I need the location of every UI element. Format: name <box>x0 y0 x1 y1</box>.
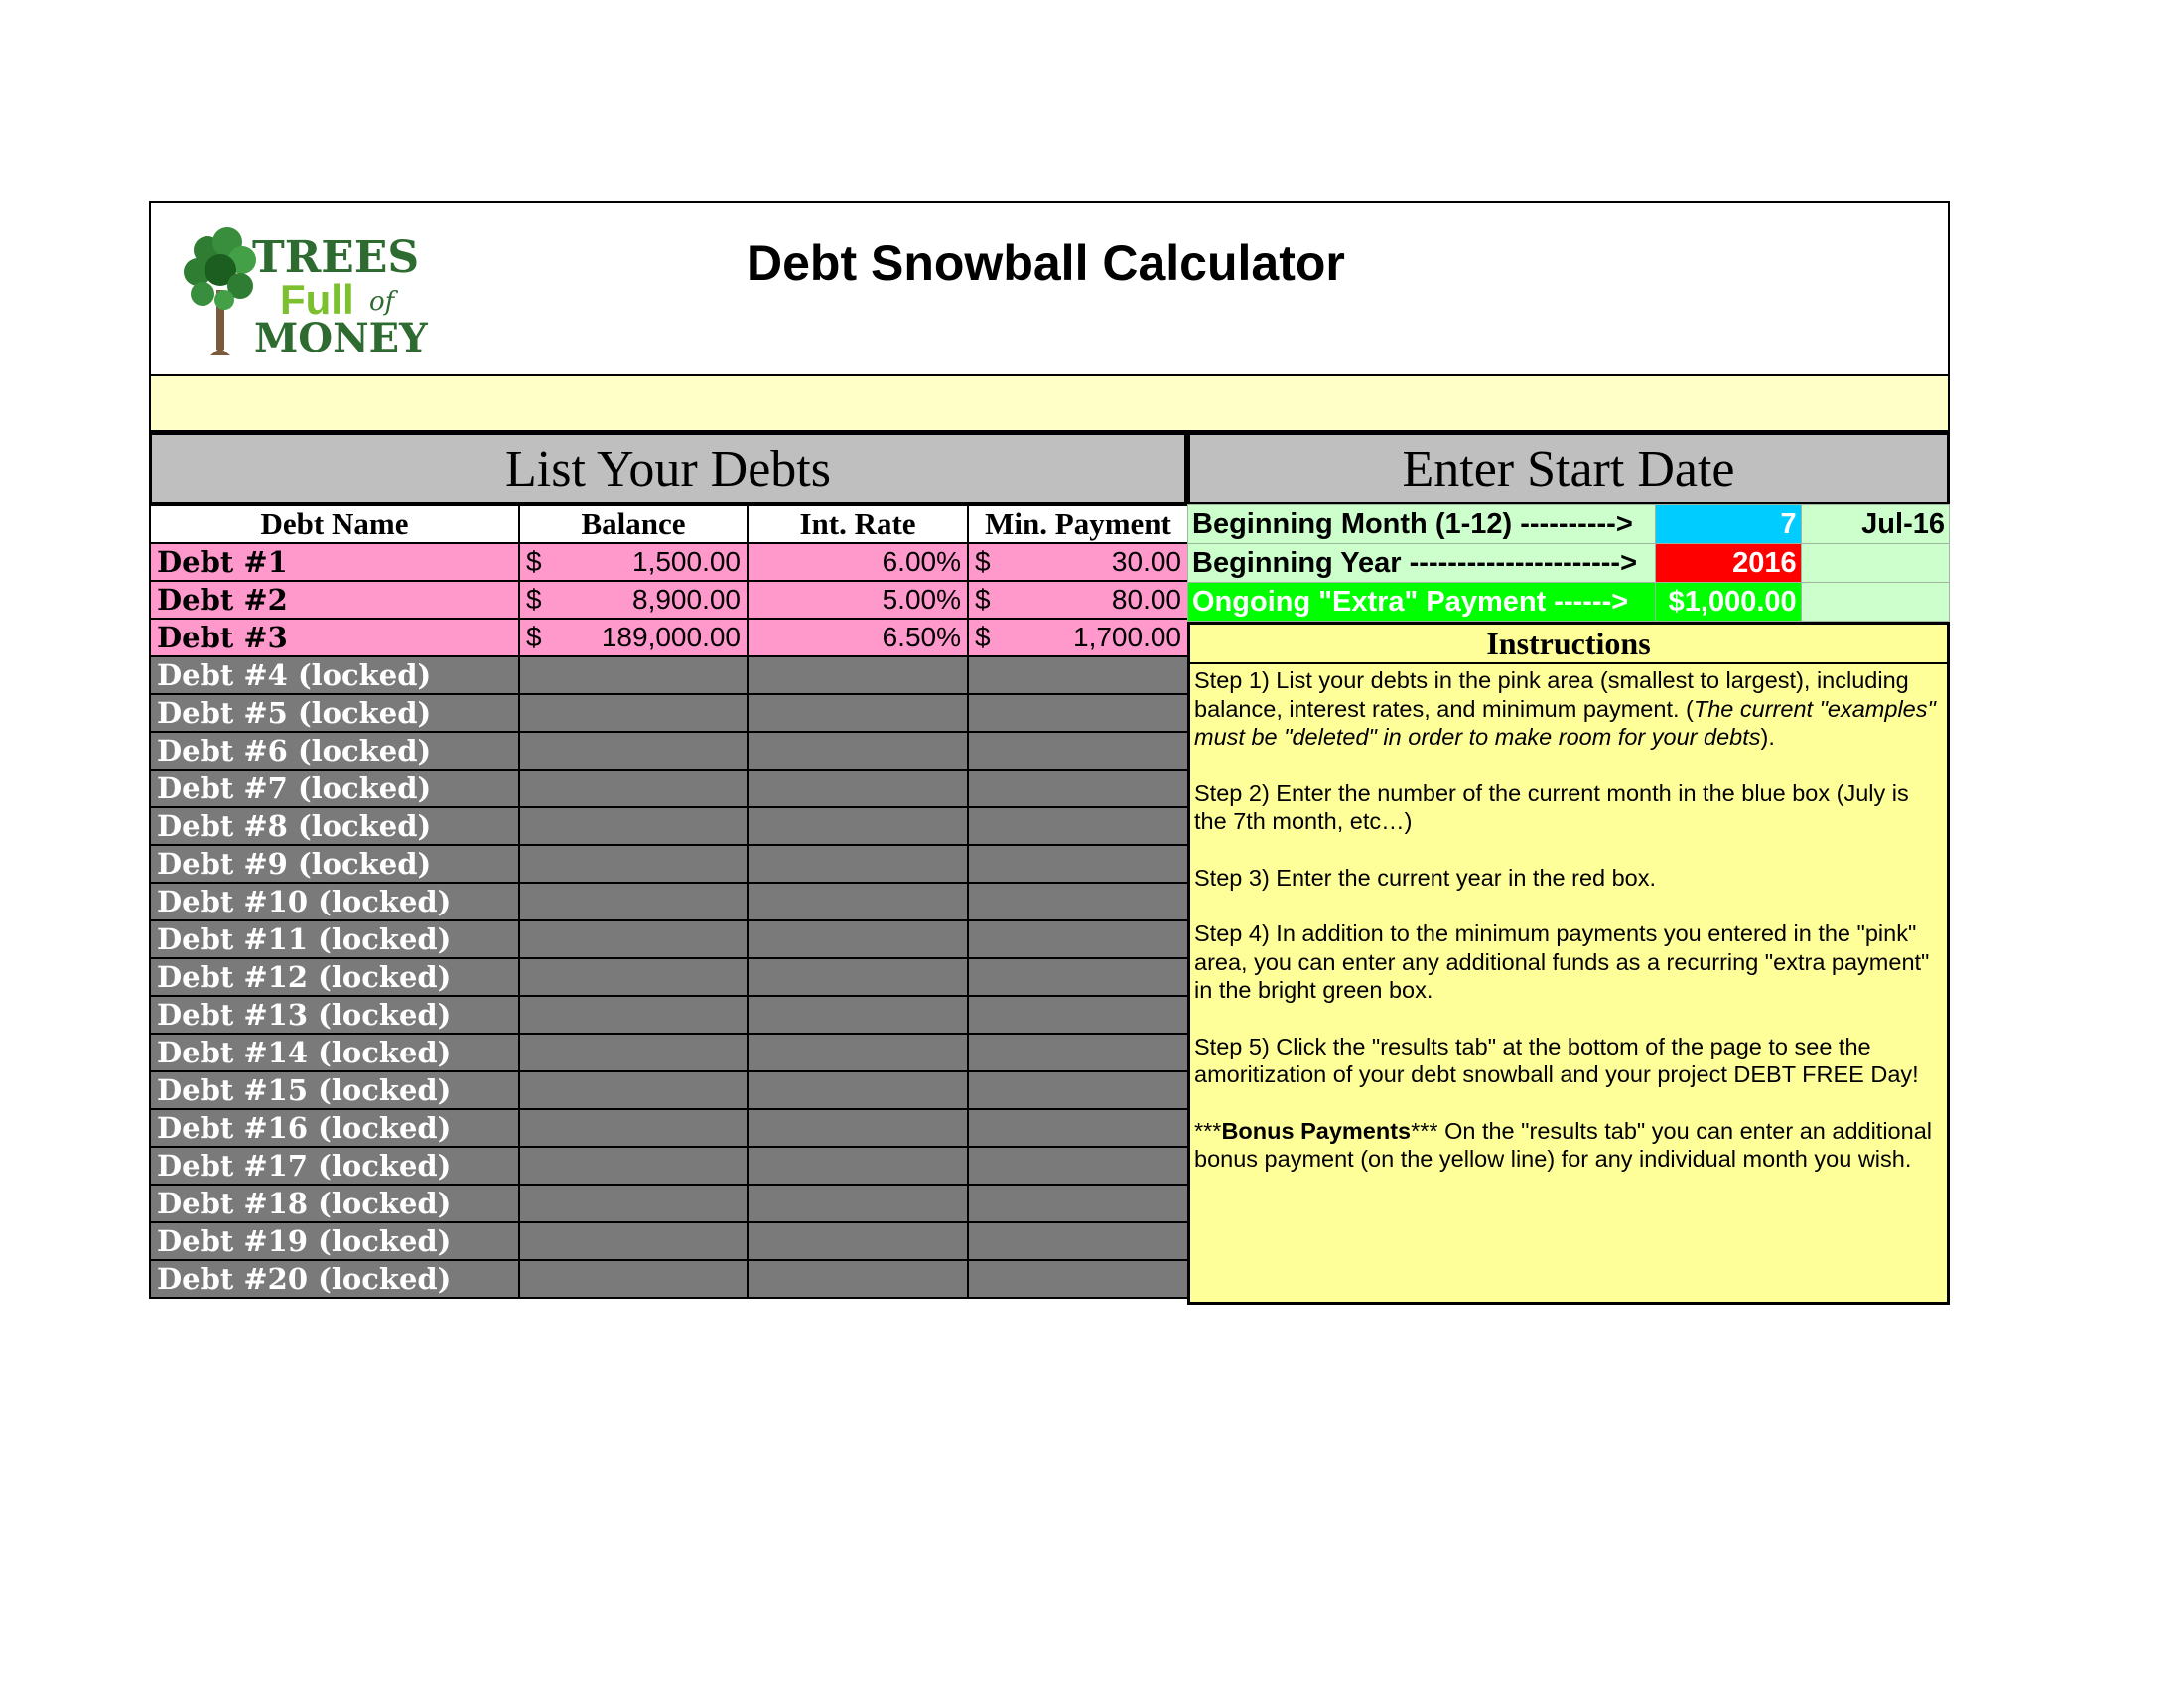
locked-cell <box>968 656 1188 694</box>
extra-payment-label: Ongoing "Extra" Payment ------> <box>1188 583 1656 622</box>
locked-debt-name: Debt #18 (locked) <box>150 1185 519 1222</box>
locked-cell <box>968 1109 1188 1147</box>
rate-cell[interactable]: 6.50% <box>748 619 968 656</box>
currency-symbol: $ <box>975 584 991 615</box>
locked-cell <box>748 656 968 694</box>
payment-cell[interactable] <box>968 619 1188 656</box>
debt-name-cell[interactable]: Debt #2 <box>150 581 519 619</box>
payment-cell[interactable] <box>968 581 1188 619</box>
payment-value: 80.00 <box>1111 584 1181 615</box>
locked-cell <box>519 1222 748 1260</box>
locked-row <box>150 807 1188 845</box>
locked-cell <box>748 996 968 1034</box>
locked-cell <box>748 958 968 996</box>
locked-cell <box>748 1147 968 1185</box>
balance-cell[interactable] <box>519 543 748 581</box>
bonus-prefix: *** <box>1194 1117 1222 1144</box>
locked-cell <box>968 732 1188 770</box>
locked-debt-name: Debt #7 (locked) <box>150 770 519 807</box>
rate-cell[interactable]: 6.00% <box>748 543 968 581</box>
locked-cell <box>968 770 1188 807</box>
locked-row <box>150 845 1188 883</box>
table-row <box>150 581 1188 619</box>
logo-line2a: Full <box>280 276 354 323</box>
locked-cell <box>968 1222 1188 1260</box>
locked-row <box>150 1147 1188 1185</box>
logo-line3: MONEY <box>254 315 428 359</box>
instruction-step-4: Step 4) In addition to the minimum payments you entered in the "pink" area, you can enter any additional funds as a recurring "extra payment" in the bright green box. <box>1194 920 1930 1003</box>
extra-row <box>1188 583 1950 622</box>
locked-cell <box>968 1185 1188 1222</box>
step1-end: ). <box>1760 724 1775 750</box>
month-label: Beginning Month (1-12) ----------> <box>1188 505 1656 544</box>
locked-row <box>150 958 1188 996</box>
debt-name-cell[interactable]: Debt #1 <box>150 543 519 581</box>
year-label: Beginning Year ----------------------> <box>1188 544 1656 583</box>
instruction-step-2: Step 2) Enter the number of the current month in the blue box (July is the 7th month, etc…) <box>1194 779 1909 834</box>
locked-debt-name: Debt #14 (locked) <box>150 1034 519 1071</box>
locked-cell <box>748 1222 968 1260</box>
logo-line2b: of <box>369 287 395 317</box>
locked-cell <box>519 1147 748 1185</box>
instructions-panel <box>1187 622 1950 1305</box>
rate-cell[interactable]: 5.00% <box>748 581 968 619</box>
spacer-band <box>149 376 1950 432</box>
currency-symbol: $ <box>526 546 542 577</box>
locked-cell <box>519 1071 748 1109</box>
bonus-bold: Bonus Payments <box>1221 1117 1412 1144</box>
locked-debt-name: Debt #10 (locked) <box>150 883 519 920</box>
debt-name-cell[interactable]: Debt #3 <box>150 619 519 656</box>
locked-debt-name: Debt #13 (locked) <box>150 996 519 1034</box>
locked-debt-name: Debt #6 (locked) <box>150 732 519 770</box>
debts-table <box>149 504 1189 1299</box>
locked-debt-name: Debt #19 (locked) <box>150 1222 519 1260</box>
locked-cell <box>748 1109 968 1147</box>
locked-cell <box>968 1260 1188 1298</box>
locked-cell <box>519 694 748 732</box>
year-input[interactable]: 2016 <box>1655 544 1801 583</box>
locked-cell <box>519 807 748 845</box>
locked-row <box>150 1071 1188 1109</box>
locked-row <box>150 770 1188 807</box>
locked-cell <box>748 732 968 770</box>
balance-value: 8,900.00 <box>632 584 741 615</box>
tree-icon <box>184 227 256 355</box>
locked-row <box>150 1185 1188 1222</box>
locked-debt-name: Debt #8 (locked) <box>150 807 519 845</box>
locked-row <box>150 1260 1188 1298</box>
locked-cell <box>968 1071 1188 1109</box>
locked-cell <box>968 883 1188 920</box>
start-date-heading: Enter Start Date <box>1187 432 1950 505</box>
locked-debt-name: Debt #11 (locked) <box>150 920 519 958</box>
locked-cell <box>968 1147 1188 1185</box>
locked-cell <box>968 694 1188 732</box>
locked-cell <box>748 845 968 883</box>
locked-cell <box>748 1034 968 1071</box>
locked-cell <box>519 996 748 1034</box>
locked-debt-name: Debt #4 (locked) <box>150 656 519 694</box>
locked-cell <box>519 958 748 996</box>
month-row <box>1188 505 1950 544</box>
header <box>149 201 1950 376</box>
locked-cell <box>968 958 1188 996</box>
locked-cell <box>519 656 748 694</box>
locked-cell <box>968 807 1188 845</box>
list-debts-heading: List Your Debts <box>149 432 1187 505</box>
locked-row <box>150 1109 1188 1147</box>
currency-symbol: $ <box>975 622 991 652</box>
locked-cell <box>748 694 968 732</box>
locked-cell <box>748 1260 968 1298</box>
locked-cell <box>748 920 968 958</box>
locked-cell <box>519 1109 748 1147</box>
trees-full-of-money-logo <box>173 220 441 359</box>
instruction-step-1 <box>1194 666 1943 752</box>
locked-row <box>150 996 1188 1034</box>
locked-cell <box>519 732 748 770</box>
locked-cell <box>968 845 1188 883</box>
step1-text: Step 1) List your debts in the pink area (smallest to largest), including balance, interest rates, and minimum payment. ( <box>1194 667 1909 722</box>
locked-row <box>150 732 1188 770</box>
locked-debt-name: Debt #9 (locked) <box>150 845 519 883</box>
balance-cell[interactable] <box>519 619 748 656</box>
spreadsheet <box>149 201 1950 1303</box>
bonus-text: *** On the "results tab" you can enter an additional bonus payment (on the yellow line) for any individual month you wish. <box>1194 1117 1932 1172</box>
locked-debt-name: Debt #5 (locked) <box>150 694 519 732</box>
locked-debt-name: Debt #16 (locked) <box>150 1109 519 1147</box>
year-empty-cell <box>1801 544 1949 583</box>
locked-cell <box>519 883 748 920</box>
month-input[interactable]: 7 <box>1655 505 1801 544</box>
locked-cell <box>748 807 968 845</box>
balance-cell[interactable] <box>519 581 748 619</box>
locked-cell <box>519 1260 748 1298</box>
instruction-bonus <box>1194 1117 1943 1174</box>
payment-value: 30.00 <box>1111 546 1181 577</box>
col-header-debt-name: Debt Name <box>150 505 519 543</box>
instruction-step-5: Step 5) Click the "results tab" at the bottom of the page to see the amoritization of your debt snowball and your project DEBT FREE Day! <box>1194 1033 1919 1087</box>
locked-cell <box>968 996 1188 1034</box>
extra-empty-cell <box>1801 583 1949 622</box>
start-date-table <box>1187 504 1950 622</box>
locked-cell <box>519 770 748 807</box>
locked-debt-name: Debt #12 (locked) <box>150 958 519 996</box>
logo-line1: TREES <box>252 232 420 283</box>
col-header-balance: Balance <box>519 505 748 543</box>
locked-cell <box>748 883 968 920</box>
locked-row <box>150 1222 1188 1260</box>
page-title: Debt Snowball Calculator <box>747 235 1345 291</box>
col-header-min-payment: Min. Payment <box>968 505 1188 543</box>
locked-cell <box>519 920 748 958</box>
month-display: Jul-16 <box>1801 505 1949 544</box>
locked-row <box>150 1034 1188 1071</box>
locked-debt-name: Debt #20 (locked) <box>150 1260 519 1298</box>
locked-cell <box>968 920 1188 958</box>
currency-symbol: $ <box>975 546 991 577</box>
locked-cell <box>968 1034 1188 1071</box>
balance-value: 189,000.00 <box>601 622 741 652</box>
table-row <box>150 619 1188 656</box>
step1-italic: The current "examples" must be "deleted" in order to make room for your debts <box>1194 695 1936 750</box>
payment-cell[interactable] <box>968 543 1188 581</box>
balance-value: 1,500.00 <box>632 546 741 577</box>
currency-symbol: $ <box>526 622 542 652</box>
instructions-title: Instructions <box>1190 625 1947 664</box>
locked-debt-name: Debt #17 (locked) <box>150 1147 519 1185</box>
locked-row <box>150 920 1188 958</box>
locked-cell <box>748 1071 968 1109</box>
locked-cell <box>748 1185 968 1222</box>
table-row <box>150 543 1188 581</box>
debts-column-headers <box>150 505 1188 543</box>
extra-payment-input[interactable]: $1,000.00 <box>1655 583 1801 622</box>
instructions-body <box>1190 664 1947 1203</box>
locked-row <box>150 656 1188 694</box>
locked-cell <box>748 770 968 807</box>
locked-row <box>150 694 1188 732</box>
payment-value: 1,700.00 <box>1073 622 1181 652</box>
col-header-int-rate: Int. Rate <box>748 505 968 543</box>
locked-cell <box>519 1034 748 1071</box>
instruction-step-3: Step 3) Enter the current year in the red box. <box>1194 864 1657 891</box>
currency-symbol: $ <box>526 584 542 615</box>
locked-cell <box>519 845 748 883</box>
locked-cell <box>519 1185 748 1222</box>
year-row <box>1188 544 1950 583</box>
locked-debt-name: Debt #15 (locked) <box>150 1071 519 1109</box>
locked-row <box>150 883 1188 920</box>
